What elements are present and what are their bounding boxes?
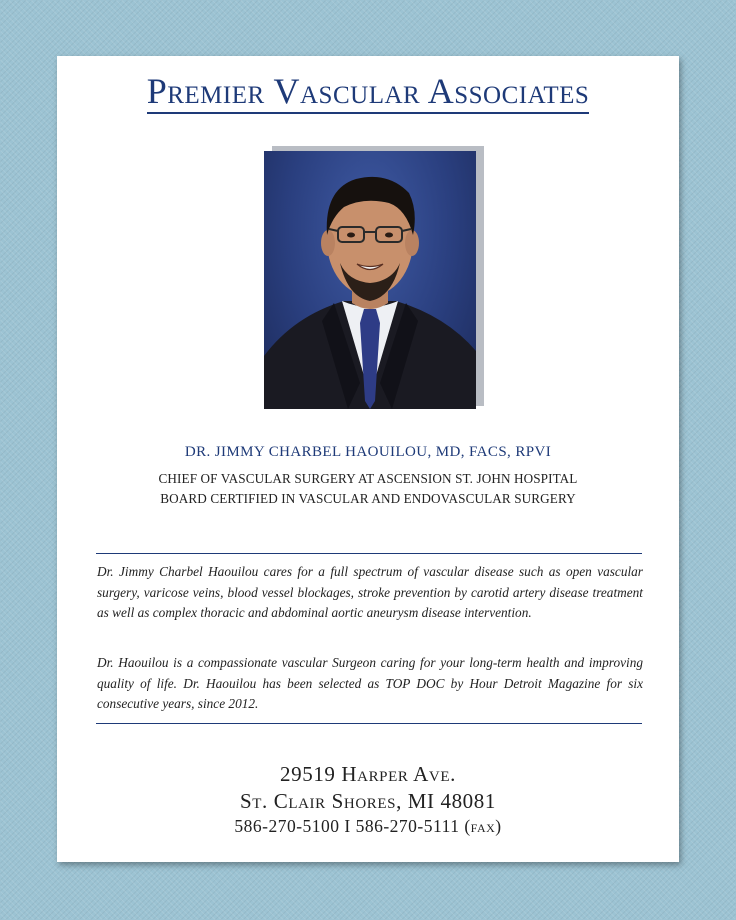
- divider-top: [96, 553, 642, 554]
- flyer-card: [57, 56, 679, 862]
- phone-numbers: 586-270-5100 I 586-270-5111 (fax): [234, 816, 502, 836]
- doctor-name: DR. JIMMY CHARBEL HAOUILOU, MD, FACS, RPVI: [184, 444, 552, 460]
- practice-name: Premier Vascular Associates: [147, 71, 590, 114]
- portrait-ear-right: [405, 230, 419, 256]
- bio-paragraph-1: Dr. Jimmy Charbel Haouilou cares for a full spectrum of vascular disease such as open vascular surgery, varicose veins, blood vessel blockages, stroke prevention by carotid artery disease treatment as well as complex thoracic and abdominal aortic aneurysm disease intervention.: [97, 564, 643, 620]
- divider-bottom: [96, 723, 642, 724]
- address-street: 29519 Harper Ave.: [280, 762, 456, 786]
- doctor-certification: BOARD CERTIFIED IN VASCULAR AND ENDOVASCULAR SURGERY: [160, 491, 576, 506]
- doctor-title: CHIEF OF VASCULAR SURGERY AT ASCENSION ST. JOHN HOSPITAL: [158, 471, 578, 486]
- address-city: St. Clair Shores, MI 48081: [240, 789, 496, 813]
- portrait-ear-left: [321, 230, 335, 256]
- practice-title: [57, 69, 679, 113]
- portrait-eye-left: [347, 233, 355, 238]
- bio-paragraph-2: Dr. Haouilou is a compassionate vascular Surgeon caring for your long-term health and improving quality of life. Dr. Haouilou has been selected as TOP DOC by Hour Detroit Magazine for six consecutive years, since 2012.: [97, 655, 643, 711]
- doctor-portrait: [264, 151, 476, 409]
- portrait-eye-right: [385, 233, 393, 238]
